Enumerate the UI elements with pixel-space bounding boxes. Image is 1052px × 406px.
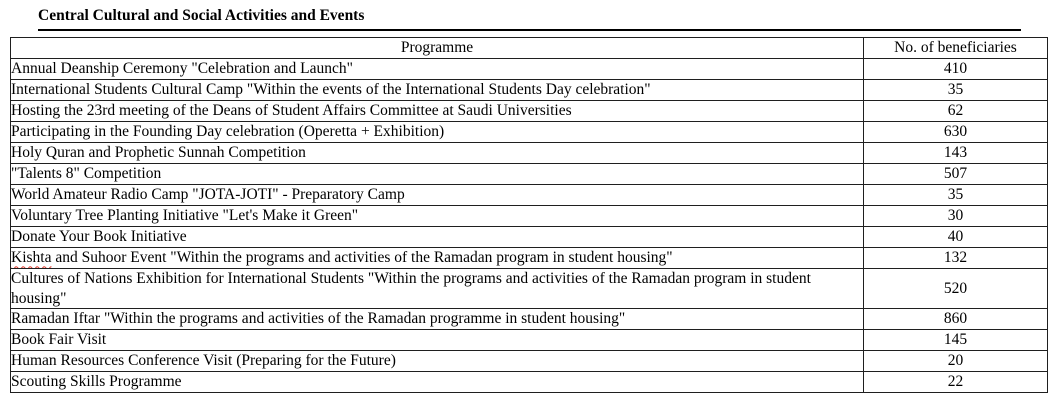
- beneficiaries-cell: 132: [864, 248, 1048, 269]
- table-row: [11, 227, 1048, 248]
- spellcheck-word: Kishta: [11, 249, 52, 267]
- beneficiaries-cell: 520: [864, 269, 1048, 309]
- table-header-row: [11, 38, 1048, 59]
- programme-cell: Book Fair Visit: [11, 330, 864, 351]
- table-row: [11, 248, 1048, 269]
- column-header-programme: Programme: [11, 38, 864, 59]
- programme-cell: Voluntary Tree Planting Initiative "Let's Make it Green": [11, 206, 864, 227]
- table-row: [11, 122, 1048, 143]
- table-row: [11, 185, 1048, 206]
- page-title: Central Cultural and Social Activities and Events: [38, 7, 365, 24]
- table-body: [11, 59, 1048, 393]
- table-row: [11, 101, 1048, 122]
- programme-cell: Holy Quran and Prophetic Sunnah Competition: [11, 143, 864, 164]
- programme-cell: International Students Cultural Camp "Within the events of the International Students Day celebration": [11, 80, 864, 101]
- programme-cell: World Amateur Radio Camp "JOTA-JOTI" - Preparatory Camp: [11, 185, 864, 206]
- table-row: [11, 351, 1048, 372]
- programme-cell: Participating in the Founding Day celebration (Operetta + Exhibition): [11, 122, 864, 143]
- activities-table: [10, 37, 1048, 393]
- table-row: [11, 309, 1048, 330]
- beneficiaries-cell: 507: [864, 164, 1048, 185]
- beneficiaries-cell: 40: [864, 227, 1048, 248]
- table-row: [11, 164, 1048, 185]
- programme-cell: Hosting the 23rd meeting of the Deans of Student Affairs Committee at Saudi Universities: [11, 101, 864, 122]
- page-title-underline: [38, 6, 1021, 31]
- beneficiaries-cell: 35: [864, 80, 1048, 101]
- table-row: [11, 372, 1048, 393]
- programme-cell: Human Resources Conference Visit (Preparing for the Future): [11, 351, 864, 372]
- programme-cell: Scouting Skills Programme: [11, 372, 864, 393]
- column-header-beneficiaries: No. of beneficiaries: [864, 38, 1048, 59]
- beneficiaries-cell: 22: [864, 372, 1048, 393]
- programme-cell: Annual Deanship Ceremony "Celebration and Launch": [11, 59, 864, 80]
- table-row: [11, 330, 1048, 351]
- beneficiaries-cell: 630: [864, 122, 1048, 143]
- beneficiaries-cell: 145: [864, 330, 1048, 351]
- beneficiaries-cell: 860: [864, 309, 1048, 330]
- beneficiaries-cell: 35: [864, 185, 1048, 206]
- beneficiaries-cell: 410: [864, 59, 1048, 80]
- table-row: [11, 269, 1048, 309]
- table-row: [11, 143, 1048, 164]
- table-row: [11, 80, 1048, 101]
- programme-cell: Donate Your Book Initiative: [11, 227, 864, 248]
- beneficiaries-cell: 143: [864, 143, 1048, 164]
- programme-cell: Kishta and Suhoor Event "Within the programs and activities of the Ramadan program in student housing": [11, 248, 864, 269]
- beneficiaries-cell: 62: [864, 101, 1048, 122]
- table-row: [11, 59, 1048, 80]
- programme-cell: "Talents 8" Competition: [11, 164, 864, 185]
- beneficiaries-cell: 20: [864, 351, 1048, 372]
- table-row: [11, 206, 1048, 227]
- beneficiaries-cell: 30: [864, 206, 1048, 227]
- programme-cell: Cultures of Nations Exhibition for International Students "Within the programs and activities of the Ramadan program in student housing": [11, 269, 864, 309]
- programme-cell: Ramadan Iftar "Within the programs and activities of the Ramadan programme in student housing": [11, 309, 864, 330]
